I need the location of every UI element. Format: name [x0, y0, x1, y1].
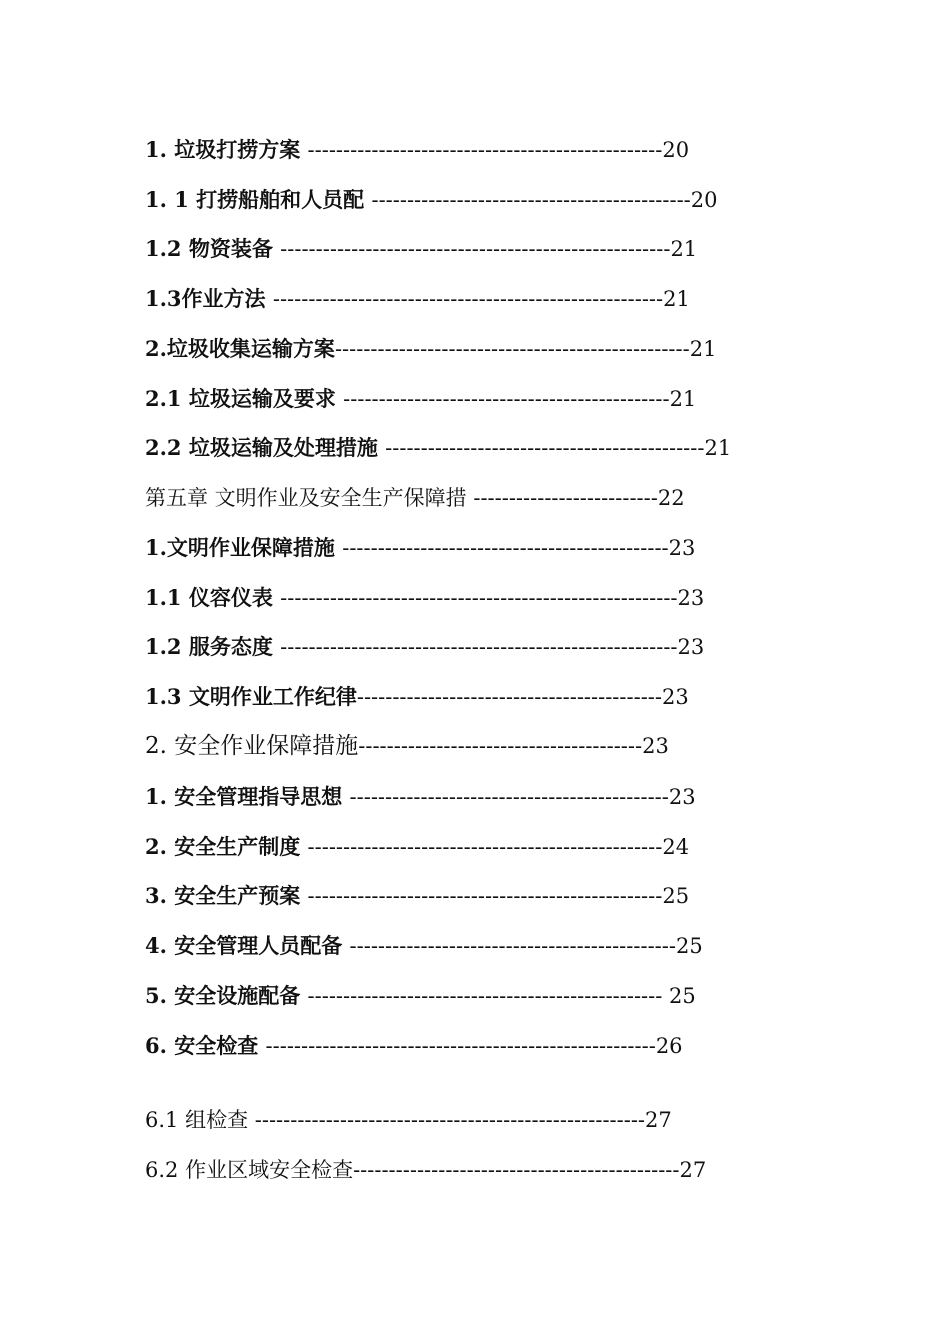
toc-entry [145, 1105, 672, 1135]
toc-entry-page: 21 [670, 237, 698, 261]
toc-entry-leader: -------------------------------------------------- [307, 835, 663, 859]
toc-entry-title: 6.2 作业区域安全检查 [145, 1158, 354, 1182]
toc-entry-page: 23 [668, 785, 696, 809]
toc-entry-page: 25 [662, 884, 690, 908]
toc-entry-leader: -------------------------------------------------- [334, 337, 690, 361]
toc-entry-page: 22 [657, 486, 685, 510]
toc-entry-leader: -------------------------------------------------------- [280, 635, 678, 659]
toc-entry-title: 5. 安全设施配备 [145, 983, 308, 1008]
toc-entry-title: 第五章 文明作业及安全生产保障措 [145, 486, 474, 510]
toc-entry-title: 1. 垃圾打捞方案 [145, 137, 308, 162]
toc-entry [145, 931, 703, 961]
toc-entry-page: 27 [679, 1158, 707, 1182]
toc-entry [145, 981, 696, 1011]
toc-entry-page: 27 [645, 1108, 672, 1132]
toc-entry-title: 6. 安全检查 [145, 1033, 266, 1058]
toc-entry-page: 21 [704, 436, 732, 460]
toc-entry-leader: ---------------------------------------------- [349, 934, 676, 958]
toc-entry-leader: -------------------------------------------------- [307, 138, 663, 162]
toc-entry [145, 135, 689, 165]
toc-entry [145, 682, 689, 712]
toc-entry [145, 583, 704, 613]
toc-entry [145, 782, 696, 812]
toc-entry-title: 2.垃圾收集运输方案 [145, 336, 335, 361]
toc-entry-title: 1.3 文明作业工作纪律 [145, 684, 357, 709]
toc-entry-title: 1. 1 打捞船舶和人员配 [145, 187, 372, 212]
toc-entry-page: 25 [675, 934, 703, 958]
toc-entry-title: 2. 安全作业保障措施 [145, 733, 359, 759]
toc-entry-page: 26 [655, 1034, 683, 1058]
toc-entry-page: 23 [668, 536, 696, 560]
toc-entry-leader: --------------------------------------------- [385, 436, 705, 460]
toc-entry [145, 234, 697, 264]
toc-entry [145, 284, 690, 314]
toc-entry [145, 1031, 683, 1061]
toc-entry-title: 6.1 组检查 [145, 1108, 255, 1132]
toc-entry [145, 185, 718, 215]
toc-entry-title: 3. 安全生产预案 [145, 883, 308, 908]
toc-entry-page: 21 [669, 387, 697, 411]
toc-entry-page: 24 [662, 835, 690, 859]
toc-entry-title: 4. 安全管理人员配备 [145, 933, 350, 958]
toc-entry-title: 1.3作业方法 [145, 286, 273, 311]
toc-entry-leader: ------------------------------------------------------- [280, 237, 671, 261]
toc-entry-leader: ---------------------------------------------- [353, 1158, 680, 1182]
toc-entry-page: 23 [661, 685, 689, 709]
toc-entry-page: 21 [689, 337, 717, 361]
toc-entry-chapter [145, 483, 685, 513]
toc-entry [145, 1155, 706, 1185]
toc-entry-leader: --------------------------------------------- [371, 188, 691, 212]
toc-entry [145, 832, 689, 862]
toc-entry-leader: -------------------------------------------------- [307, 984, 670, 1008]
toc-entry-title: 1.文明作业保障措施 [145, 535, 343, 560]
toc-entry-title: 1.1 仪容仪表 [145, 585, 281, 610]
toc-entry-page: 23 [642, 734, 669, 758]
toc-entry-leader: ------------------------------------------------------- [272, 287, 664, 311]
toc-entry-leader: -------------------------------------------------------- [280, 586, 678, 610]
toc-entry-page: 20 [690, 188, 718, 212]
toc-entry-page: 25 [669, 984, 696, 1008]
toc-entry-title: 2. 安全生产制度 [145, 834, 308, 859]
toc-entry [145, 433, 731, 463]
toc-entry [145, 632, 704, 662]
toc-entry [145, 881, 689, 911]
toc-entry [145, 384, 696, 414]
toc-entry-leader: ------------------------------------------------------- [265, 1034, 656, 1058]
toc-entry-title: 1. 安全管理指导思想 [145, 784, 350, 809]
toc-entry [145, 731, 669, 761]
toc-entry-page: 23 [677, 586, 705, 610]
toc-entry-leader: ------------------------------------------------------- [254, 1108, 646, 1132]
toc-entry-leader: -------------------------------------------------- [307, 884, 663, 908]
toc-entry-leader: ------------------------------------------- [356, 685, 662, 709]
toc-entry-title: 1.2 物资装备 [145, 236, 281, 261]
toc-entry [145, 334, 716, 364]
toc-entry-leader: --------------------------------------------- [349, 785, 669, 809]
toc-entry-page: 21 [663, 287, 690, 311]
toc-entry-title: 2.1 垃圾运输及要求 [145, 386, 344, 411]
toc-entry-page: 20 [662, 138, 690, 162]
toc-entry-leader: -------------------------- [473, 486, 658, 510]
toc-entry [145, 533, 695, 563]
toc-entry-title: 1.2 服务态度 [145, 634, 281, 659]
toc-entry-leader: ---------------------------------------- [358, 734, 643, 758]
toc-entry-leader: ---------------------------------------------- [342, 536, 669, 560]
toc-entry-page: 23 [677, 635, 705, 659]
toc-entry-leader: ---------------------------------------------- [343, 387, 670, 411]
toc-entry-title: 2.2 垃圾运输及处理措施 [145, 435, 386, 460]
